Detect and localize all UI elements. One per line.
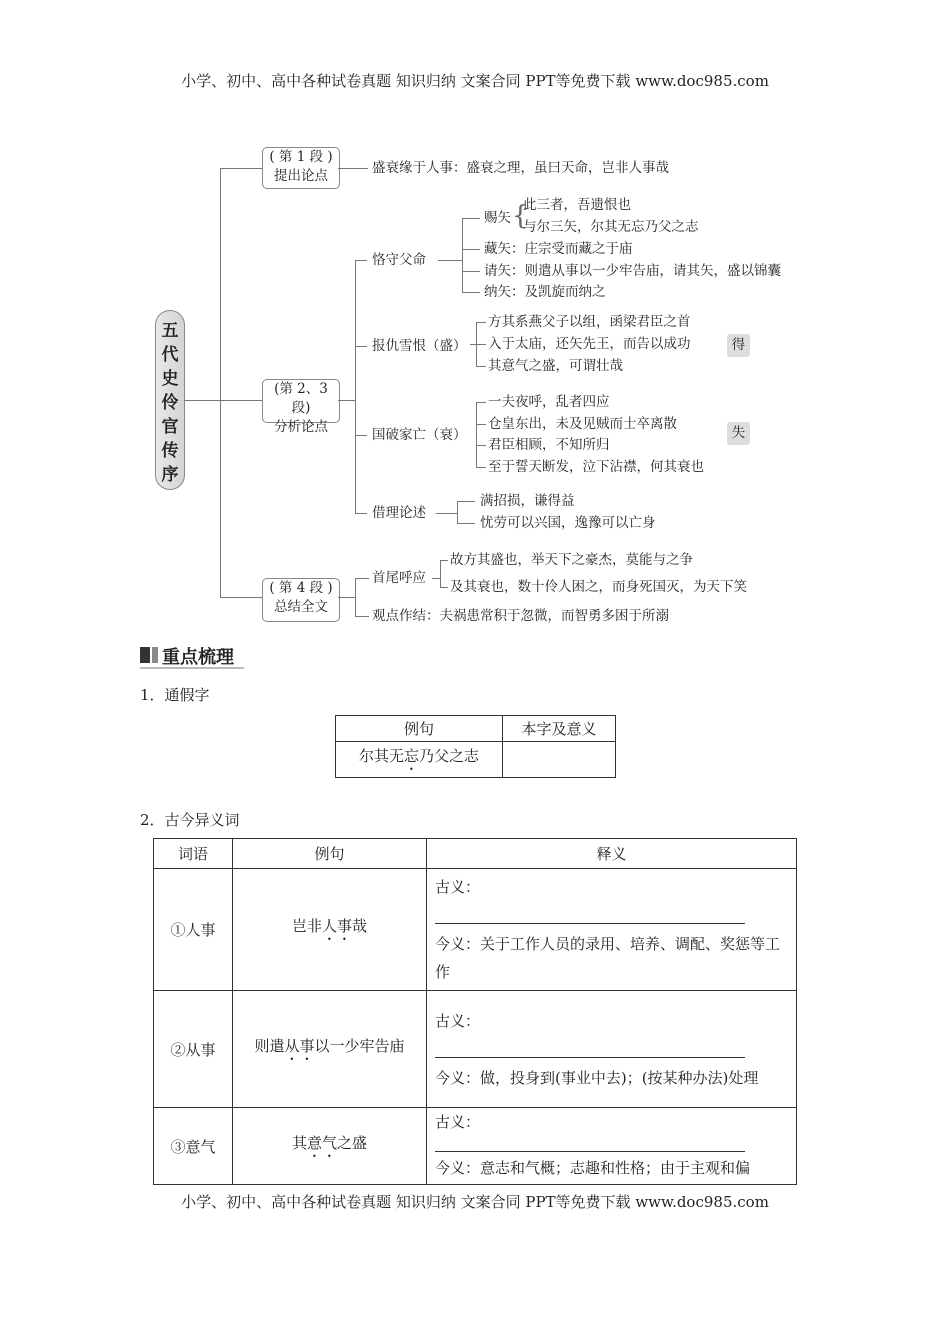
leaf: 此三者，吾遗恨也	[523, 197, 631, 213]
branch-label: 国破家亡（衰）	[372, 427, 467, 443]
example-text: 其	[291, 1133, 307, 1152]
leaf: 请矢：则遣从事以一少牢告庙，请其矢，盛以锦囊	[484, 263, 781, 279]
node-label: 提出论点	[274, 168, 328, 184]
leaf: 观点作结：夫祸患常积于忽微，而智勇多困于所溺	[372, 608, 669, 624]
modern-meaning: 今义：做，投身到(事业中去)；(按某种办法)处理	[435, 1068, 759, 1087]
leaf: 仓皇东出，未及见贼而士卒离散	[488, 416, 677, 432]
leaf: 故方其盛也，举天下之豪杰，莫能与之争	[450, 552, 693, 568]
header-cell: 例句	[336, 716, 503, 742]
example-text: 尔其无	[358, 747, 404, 765]
section-heading	[140, 643, 244, 669]
leaf: 方其系燕父子以组，函梁君臣之首	[488, 314, 691, 330]
emphasized-text: 忘	[403, 747, 419, 765]
leaf: 藏矢：庄宗受而藏之于庙	[484, 241, 633, 257]
example-text: 则遣	[254, 1036, 285, 1055]
leaf: 纳矢：及凯旋而纳之	[484, 284, 606, 300]
root-node	[155, 310, 185, 490]
ancient-meaning-label: 古义：	[435, 1113, 481, 1131]
emphasized-text: 意气	[306, 1133, 337, 1152]
subsection-title: 1．通假字	[140, 686, 210, 704]
meaning-cell	[427, 869, 797, 991]
node-label: 分析论点	[274, 419, 328, 435]
leaf: 至于誓天断发，泣下沾襟，何其衰也	[488, 459, 704, 475]
node-label: 总结全文	[274, 599, 328, 615]
emphasized-text: 从事	[284, 1036, 315, 1055]
heading-bar-icon	[140, 647, 150, 663]
header-cell: 本字及意义	[503, 716, 616, 742]
example-text: 以一少牢告庙	[314, 1036, 405, 1055]
node-label: (第 2、3 段)	[274, 381, 328, 416]
leaf: 入于太庙，还矢先王，而告以成功	[488, 336, 691, 352]
modern-meaning: 今义：关于工作人员的录用、培养、调配、奖惩等工作	[435, 935, 781, 981]
leaf: 及其衰也，数十伶人困之，而身死国灭，为天下笑	[450, 579, 747, 595]
node-label: ( 第 4 段 )	[269, 580, 333, 596]
node-paragraph-4	[262, 578, 340, 622]
leaf: 满招损，谦得益	[480, 493, 575, 509]
example-text: 之盛	[337, 1133, 368, 1152]
leaf: 一夫夜呼，乱者四应	[488, 394, 610, 410]
loss-tag: 失	[727, 422, 750, 445]
root-title: 五代史伶官传序	[161, 321, 179, 485]
modern-meaning: 今义：意志和气概；志趣和性格；由于主观和偏	[435, 1159, 751, 1177]
meaning-cell	[427, 991, 797, 1108]
p1-text: 盛衰缘于人事：盛衰之理，虽曰天命，岂非人事哉	[372, 160, 669, 176]
header-cell: 释义	[427, 839, 797, 869]
example-text: 乃父之志	[419, 747, 480, 765]
word-cell: ③意气	[154, 1108, 233, 1185]
branch-label: 报仇雪恨（盛）	[372, 338, 467, 354]
example-cell	[233, 869, 427, 991]
ancient-meaning-label: 古义：	[435, 1011, 481, 1030]
gujin-table	[153, 838, 797, 1185]
leaf: 其意气之盛，可谓壮哉	[488, 358, 623, 374]
header-cell: 词语	[154, 839, 233, 869]
ancient-meaning-label: 古义：	[435, 878, 481, 896]
node-label: ( 第 1 段 )	[269, 149, 333, 165]
emphasized-text: 人事	[321, 917, 352, 935]
node-paragraph-1	[262, 147, 340, 189]
table-row	[154, 991, 797, 1108]
section-title: 重点梳理	[162, 647, 234, 668]
brace-icon: {	[512, 201, 529, 231]
leaf: 君臣相顾，不知所归	[488, 437, 610, 453]
example-cell	[233, 1108, 427, 1185]
branch-label: 恪守父命	[372, 252, 426, 268]
leaf: 忧劳可以兴国，逸豫可以亡身	[480, 515, 656, 531]
heading-bar-icon	[152, 647, 158, 663]
table-row	[154, 869, 797, 991]
word-cell: ②从事	[154, 991, 233, 1108]
subsection-title: 2．古今异义词	[140, 811, 240, 829]
answer-blank[interactable]	[435, 901, 745, 924]
branch-label: 首尾呼应	[372, 570, 426, 586]
example-text: 哉	[352, 917, 368, 935]
leaf: 与尔三矢，尔其无忘乃父之志	[523, 219, 699, 235]
page-footer: 小学、初中、高中各种试卷真题 知识归纳 文案合同 PPT等免费下载 www.doc985.com	[181, 1193, 769, 1211]
header-cell: 例句	[233, 839, 427, 869]
page-header: 小学、初中、高中各种试卷真题 知识归纳 文案合同 PPT等免费下载 www.doc985.com	[181, 72, 769, 90]
gain-tag: 得	[727, 334, 750, 357]
node-paragraph-2-3	[262, 379, 340, 435]
tongjia-table	[335, 715, 616, 778]
answer-blank[interactable]	[435, 1035, 745, 1058]
answer-blank[interactable]	[435, 1133, 745, 1152]
leaf: 赐矢	[484, 210, 511, 226]
answer-cell[interactable]	[503, 742, 616, 778]
word-cell: ①人事	[154, 869, 233, 991]
example-text: 岂非	[291, 917, 322, 935]
meaning-cell	[427, 1108, 797, 1185]
example-cell	[336, 742, 503, 778]
table-row	[154, 1108, 797, 1185]
example-cell	[233, 991, 427, 1108]
branch-label: 借理论述	[372, 505, 426, 521]
